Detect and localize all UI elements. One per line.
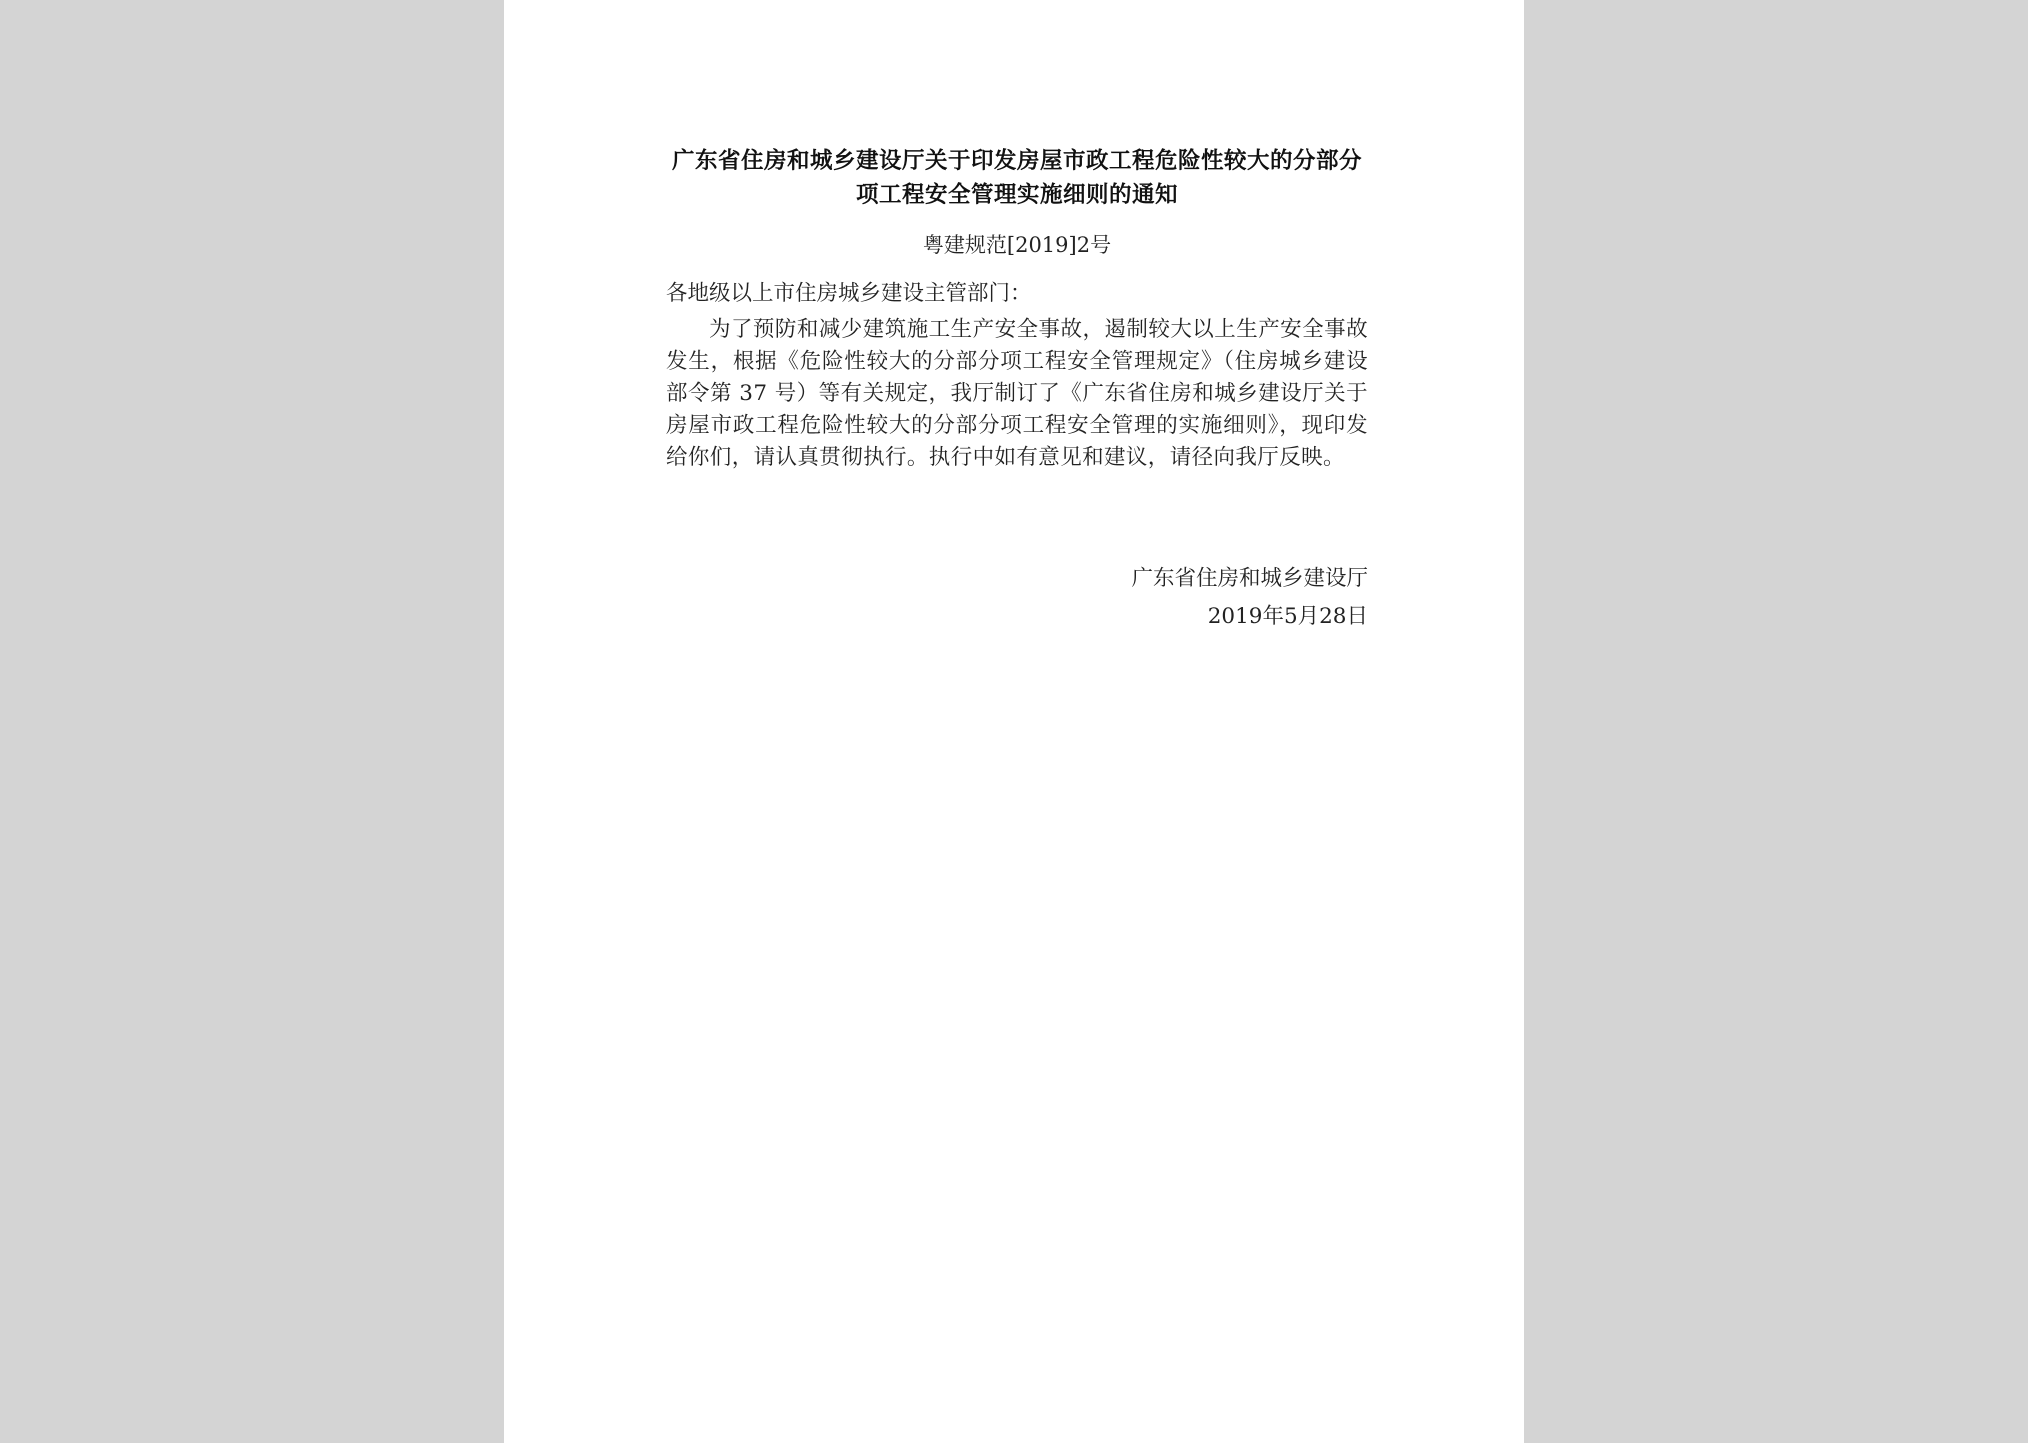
body-paragraph: 为了预防和减少建筑施工生产安全事故，遏制较大以上生产安全事故发生，根据《危险性较大的分部分项工程安全管理规定》（住房城乡建设部令第 37 号）等有关规定，我厅制订了《广东省住房和城乡建设厅关于房屋市政工程危险性较大的分部分项工程安全管理的实施细则》，现印发给你们，请认真贯彻执行。执行中如有意见和建议，请径向我厅反映。 [666, 317, 1368, 470]
document-title: 广东省住房和城乡建设厅关于印发房屋市政工程危险性较大的分部分项工程安全管理实施细则的通知 [671, 148, 1362, 208]
salutation: 各地级以上市住房城乡建设主管部门： [666, 281, 1032, 306]
document-number: 粤建规范[2019]2号 [922, 233, 1112, 257]
issue-date: 2019年5月28日 [1207, 604, 1368, 629]
document-page [504, 0, 1524, 1443]
signature-block [666, 560, 1368, 636]
document-content [666, 144, 1368, 636]
issuer-name: 广东省住房和城乡建设厅 [1131, 566, 1368, 591]
